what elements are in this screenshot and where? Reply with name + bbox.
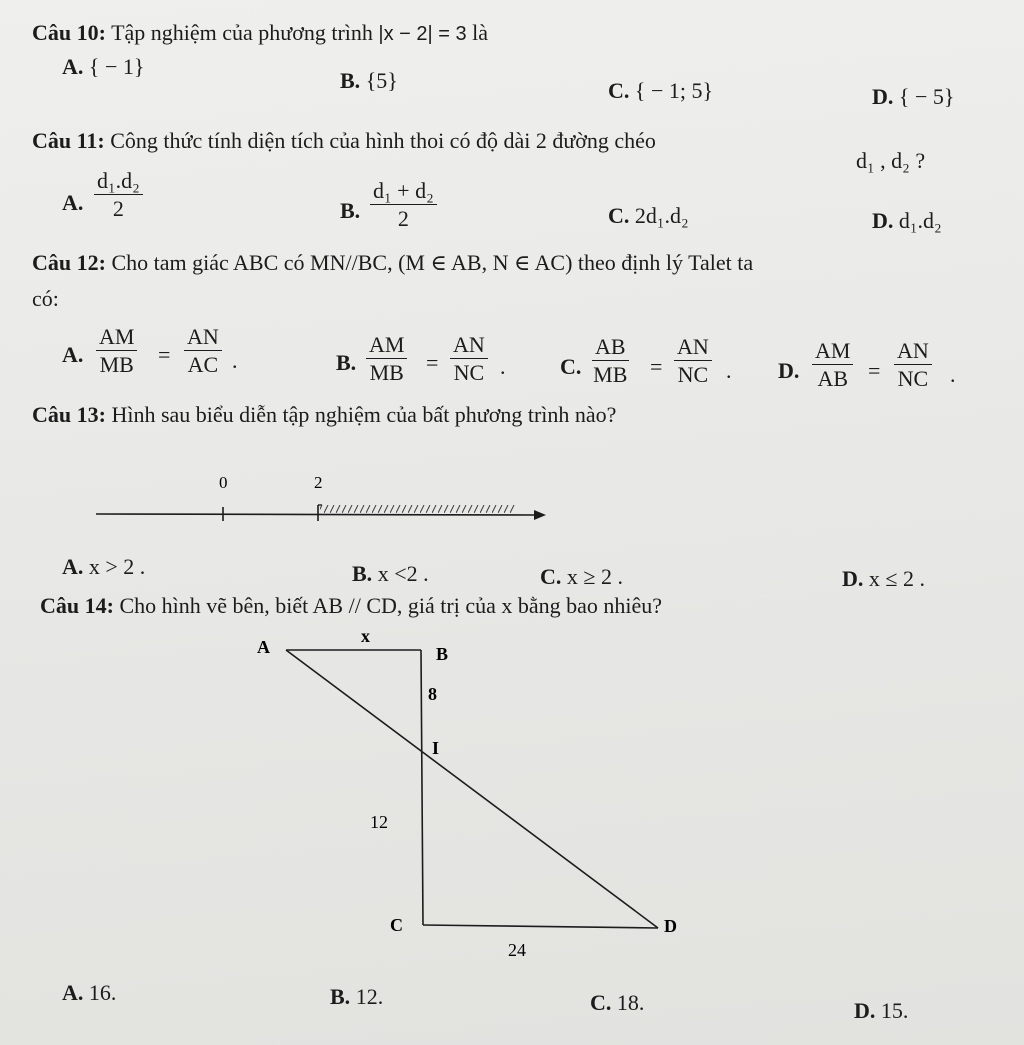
fraction-denominator: NC [453,360,485,385]
q14-option-d[interactable] [854,1000,908,1022]
question-text: Cho tam giác ABC có MN//BC, (M ∈ AB, N ∈ AC) theo định lý Talet ta [111,250,754,275]
question-11 [32,130,656,152]
option-value: d₁.d₂ [898,208,942,233]
option-letter: D. [872,208,894,233]
equals-sign: = [426,350,439,375]
q11-option-b-fraction [370,180,437,230]
option-letter: C. [590,990,612,1015]
option-letter: C. [608,203,630,228]
geometry-figure [240,620,700,970]
option-value: x > 2 . [88,554,146,579]
label-c: C [390,915,403,935]
segment-bc [421,650,423,925]
fraction-denominator: NC [677,362,709,387]
label-bi: 8 [428,684,437,704]
fraction-denominator: 2 [397,206,409,231]
q12-option-d-letter[interactable]: D. [778,358,800,383]
fraction-numerator: AN [674,336,712,361]
option-letter: D. [872,84,894,109]
q10-option-c[interactable] [608,80,713,102]
fraction-denominator: NC [897,366,929,391]
option-value: { − 5} [898,84,955,109]
fraction-numerator: AM [96,326,137,351]
segment-cd [423,925,658,928]
q11-option-b-letter[interactable]: B. [340,198,361,223]
period: . [500,354,506,379]
question-14 [40,595,662,617]
q11-option-a-letter[interactable]: A. [62,190,84,215]
option-letter: B. [352,561,373,586]
segment-ad [286,650,658,928]
fraction-denominator: 2 [112,196,124,221]
q12-c-frac1 [592,336,629,386]
question-10 [32,22,488,44]
option-letter: A. [62,54,84,79]
option-letter: B. [340,68,361,93]
label-i: I [432,738,440,758]
tick-label-2: 2 [314,473,323,492]
fraction-numerator: AN [184,326,222,351]
q10-option-b[interactable] [340,70,398,92]
question-text: Cho hình vẽ bên, biết AB // CD, giá trị của x bằng bao nhiêu? [119,593,663,618]
label-cd: 24 [508,940,526,960]
fraction-numerator: AN [450,334,488,359]
q12-a-frac1 [96,326,137,376]
option-letter: C. [608,78,630,103]
question-tail: là [472,20,489,45]
label-ic: 12 [370,812,388,832]
equals-sign: = [868,358,881,383]
question-label: Câu 11: [32,128,105,153]
question-text: Công thức tính diện tích của hình thoi có độ dài 2 đường chéo [110,128,656,153]
number-line [90,465,560,535]
label-b: B [436,644,449,664]
q14-option-c[interactable] [590,992,644,1014]
question-text: Hình sau biểu diễn tập nghiệm của bất phương trình nào? [111,402,617,427]
fraction-numerator: AN [894,340,932,365]
option-value: 12. [355,984,384,1009]
option-value: 18. [616,990,645,1015]
option-value: x ≥ 2 . [566,564,623,589]
q13-option-d[interactable] [842,568,925,590]
q11-option-c[interactable] [608,205,689,227]
fraction-numerator: AB [592,336,629,361]
q14-option-b[interactable] [330,986,383,1008]
arrow-head [534,510,546,520]
fraction-numerator: d₁.d₂ [94,170,143,195]
fraction-numerator: d₁ + d₂ [370,180,437,205]
period: . [232,348,238,373]
q12-option-a-letter[interactable]: A. [62,342,84,367]
question-12 [32,252,753,274]
question-11-tail: d₁ , d₂ ? [856,148,926,173]
question-label: Câu 13: [32,402,106,427]
option-value: x ≤ 2 . [868,566,925,591]
q13-option-b[interactable] [352,563,429,585]
option-value: x <2 . [377,561,429,586]
question-label: Câu 12: [32,250,106,275]
fraction-numerator: AM [366,334,407,359]
option-letter: C. [540,564,562,589]
hatched-region [320,505,516,513]
label-d: D [664,916,677,936]
option-letter: B. [330,984,351,1009]
option-letter: D. [854,998,876,1023]
q12-c-frac2 [674,336,712,386]
equation: |x − 2| = 3 [378,23,467,45]
q12-d-frac2 [894,340,932,390]
period: . [950,362,956,387]
question-12-line2: có: [32,286,59,311]
option-value: {5} [365,68,398,93]
q11-option-a-fraction [94,170,143,220]
q12-option-c-letter[interactable]: C. [560,354,582,379]
q11-option-d[interactable] [872,210,942,232]
q12-d-frac1 [812,340,853,390]
option-value: 15. [880,998,909,1023]
period: . [726,358,732,383]
fraction-denominator: MB [369,360,404,385]
q13-option-c[interactable] [540,566,623,588]
option-value: 2d₁.d₂ [634,203,689,228]
option-value: { − 1} [88,54,145,79]
fraction-denominator: MB [99,352,134,377]
q10-option-a[interactable] [62,56,144,78]
label-x: x [361,626,370,646]
equals-sign: = [158,342,171,367]
fraction-numerator: AM [812,340,853,365]
axis-line [96,514,538,515]
equals-sign: = [650,354,663,379]
label-a: A [257,637,270,657]
q14-option-a[interactable] [62,982,116,1004]
question-text: Tập nghiệm của phương trình [111,20,373,45]
option-letter: D. [842,566,864,591]
option-value: 16. [88,980,117,1005]
fraction-denominator: AB [817,366,848,391]
question-13 [32,404,616,426]
question-label: Câu 10: [32,20,106,45]
q12-option-b-letter[interactable]: B. [336,350,357,375]
fraction-denominator: MB [593,362,628,387]
q12-a-frac2 [184,326,222,376]
q10-option-d[interactable] [872,86,954,108]
fraction-denominator: AC [187,352,219,377]
q12-b-frac2 [450,334,488,384]
tick-label-0: 0 [219,473,228,492]
q13-option-a[interactable] [62,556,145,578]
question-label: Câu 14: [40,593,114,618]
option-letter: A. [62,980,84,1005]
option-value: { − 1; 5} [634,78,714,103]
q12-b-frac1 [366,334,407,384]
option-letter: A. [62,554,84,579]
